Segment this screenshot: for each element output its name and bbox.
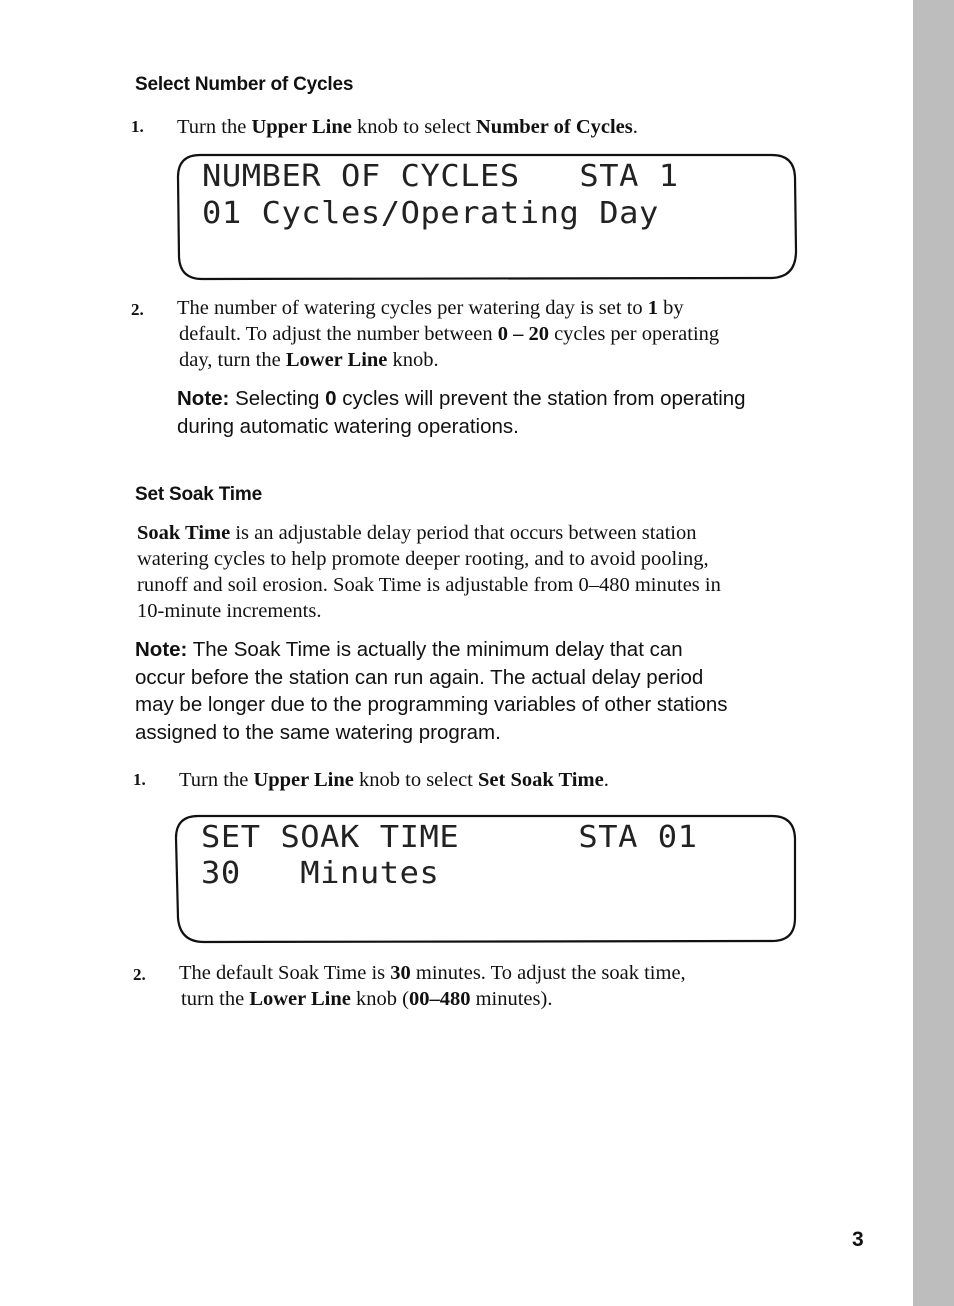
intro-line-3: runoff and soil erosion. Soak Time is adjustable from 0–480 minutes in <box>137 574 721 596</box>
page-edge-tab <box>913 0 954 1306</box>
note-line-2: occur before the station can run again. The actual delay period <box>135 665 704 689</box>
step-2-soak <box>133 960 833 1014</box>
soak-time-intro <box>137 520 721 624</box>
step-number: 1. <box>133 770 146 789</box>
step-1-cycles <box>131 114 831 140</box>
intro-line-1: Soak Time is an adjustable delay period that occurs between station <box>137 522 697 544</box>
step-text-line-1: The default Soak Time is 30 minutes. To adjust the soak time, <box>179 962 686 984</box>
note-line-4: assigned to the same watering program. <box>135 720 501 744</box>
step-number: 2. <box>133 965 146 984</box>
lcd-line-1: SET SOAK TIME STA 01 <box>201 820 698 855</box>
lcd-display-soak-time <box>174 814 798 944</box>
step-number: 2. <box>131 300 144 319</box>
step-number: 1. <box>131 117 144 136</box>
note-soak-time <box>135 636 728 746</box>
note-label: Note: <box>135 638 188 661</box>
note-line-3: may be longer due to the programming variables of other stations <box>135 693 728 716</box>
step-text-line-1: The number of watering cycles per watering day is set to 1 by <box>177 297 684 319</box>
note-line-1: Note: The Soak Time is actually the minimum delay that can <box>135 638 683 661</box>
note-cycles <box>177 385 746 441</box>
lcd-display-cycles <box>176 153 798 281</box>
section-heading-number-of-cycles: Select Number of Cycles <box>135 74 354 95</box>
step-text: Turn the Upper Line knob to select Number of Cycles. <box>177 116 638 138</box>
step-text-line-2: turn the Lower Line knob (00–480 minutes). <box>181 988 553 1010</box>
section-heading-soak-time: Set Soak Time <box>135 484 262 505</box>
step-text-line-3: day, turn the Lower Line knob. <box>179 349 439 371</box>
lcd-line-2: 01 Cycles/Operating Day <box>202 196 659 231</box>
step-1-soak <box>133 767 833 793</box>
step-text-line-2: default. To adjust the number between 0 – 20 cycles per operating <box>179 323 720 345</box>
step-text: Turn the Upper Line knob to select Set Soak Time. <box>179 769 609 791</box>
note-line-1: Note: Selecting 0 cycles will prevent the station from operating <box>177 387 746 410</box>
note-line-2: during automatic watering operations. <box>177 415 519 438</box>
lcd-line-2: 30 Minutes <box>201 856 440 891</box>
step-2-cycles <box>131 295 831 375</box>
note-label: Note: <box>177 387 230 410</box>
intro-line-2: watering cycles to help promote deeper rooting, and to avoid pooling, <box>137 548 709 570</box>
intro-line-4: 10-minute increments. <box>137 600 322 622</box>
lcd-line-1: NUMBER OF CYCLES STA 1 <box>202 159 679 194</box>
page-number: 3 <box>852 1228 864 1251</box>
